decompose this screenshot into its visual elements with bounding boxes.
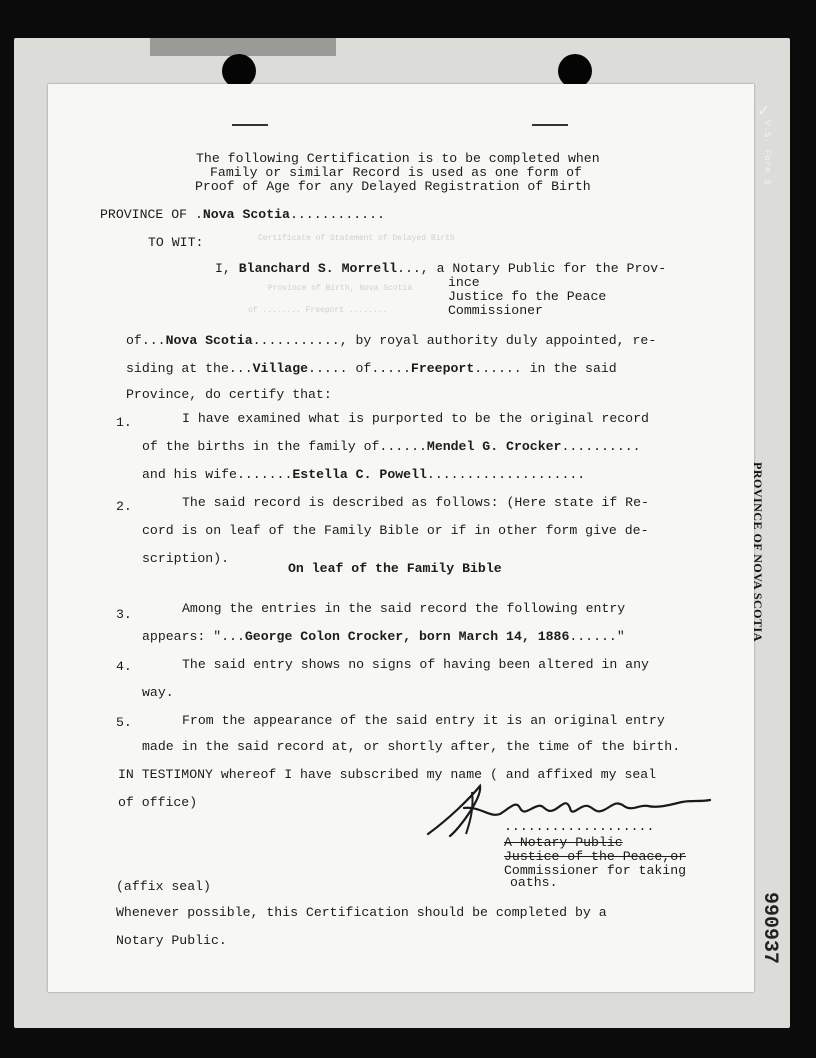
form-label: V.S. Form 3 [762, 120, 772, 185]
record-description: On leaf of the Family Bible [288, 561, 502, 576]
mother-name: Estella C. Powell [292, 467, 427, 482]
residing-place: Freeport [410, 361, 475, 376]
province-value: Nova Scotia [202, 207, 290, 222]
of-line: of...Nova Scotia..........., by royal authority duly appointed, re- [126, 333, 657, 348]
item-2-line-2: cord is on leaf of the Family Bible or if in other form give de- [142, 523, 649, 538]
title-notary-public: A Notary Public [504, 835, 623, 850]
testimony-line-1: IN TESTIMONY whereof I have subscribed my name ( and affixed my seal [118, 767, 657, 782]
notary-line-4: Commissioner [448, 303, 543, 318]
certify-line: Province, do certify that: [126, 387, 332, 402]
item-1-line-3: and his wife.......Estella C. Powell.................... [142, 467, 586, 482]
item-4-line-1: The said entry shows no signs of having been altered in any [182, 657, 649, 672]
birth-entry: George Colon Crocker, born March 14, 1886 [244, 629, 570, 644]
notary-suffix: , a Notary Public for the Prov- [420, 261, 667, 276]
province-stamp: PROVINCE OF NOVA SCOTIA [751, 462, 765, 642]
notary-name: Blanchard S. Morrell [238, 261, 398, 276]
notary-line: I, Blanchard S. Morrell..., a Notary Public for the Prov- [215, 261, 667, 276]
footer-line-1: Whenever possible, this Certification should be completed by a [116, 905, 607, 920]
item-number-1: 1. [116, 415, 132, 430]
header-line-1: The following Certification is to be completed when [196, 151, 600, 166]
tape-strip [150, 38, 336, 56]
header-line-2: Family or similar Record is used as one form of [210, 165, 582, 180]
title-oaths: oaths. [510, 875, 558, 890]
affix-seal: (affix seal) [116, 879, 211, 894]
item-number-3: 3. [116, 607, 132, 622]
item-number-4: 4. [116, 659, 132, 674]
province-line: PROVINCE OF .Nova Scotia............ [100, 207, 385, 222]
check-mark-icon: ✓ [758, 102, 769, 122]
testimony-line-2: of office) [118, 795, 198, 810]
item-5-line-1: From the appearance of the said entry it is an original entry [182, 713, 665, 728]
header-dash-left [232, 124, 268, 126]
title-justice: Justice of the Peace,or [504, 849, 687, 864]
punch-hole-left [222, 54, 256, 88]
of-place: Nova Scotia [165, 333, 253, 348]
item-1-line-2: of the births in the family of......Mendel G. Crocker.......... [142, 439, 641, 454]
signature-icon [420, 778, 720, 842]
title-commissioner: Commissioner for taking [504, 863, 687, 878]
notary-line-3: Justice fo the Peace [448, 289, 607, 304]
residing-line: siding at the...Village..... of.....Freeport...... in the said [126, 361, 617, 376]
header-dash-right [532, 124, 568, 126]
footer-line-2: Notary Public. [116, 933, 227, 948]
item-5-line-2: made in the said record at, or shortly after, the time of the birth. [142, 739, 681, 754]
item-2-line-1: The said record is described as follows: (Here state if Re- [182, 495, 649, 510]
notary-line-2: ince [448, 275, 480, 290]
residing-type: Village [252, 361, 309, 376]
item-1-line-1: I have examined what is purported to be the original record [182, 411, 649, 426]
item-number-5: 5. [116, 715, 132, 730]
item-3-line-2: appears: "...George Colon Crocker, born March 14, 1886......" [142, 629, 625, 644]
to-wit: TO WIT: [148, 235, 204, 250]
father-name: Mendel G. Crocker [426, 439, 562, 454]
item-number-2: 2. [116, 499, 132, 514]
header-line-3: Proof of Age for any Delayed Registration of Birth [195, 179, 591, 194]
certificate-page: Certificate of Statement of Delayed Birth Province of Birth, Nova Scotia of ........ Freeport ........ The following Certification is to be completed when Family or similar Record is used as one form of Proof of Age for any Delayed Registration of Birth PROVINCE OF .Nova Scotia............ TO WIT: I, Blanchard S. Morrell..., a Notary Public for the Prov- ince Justice fo the Peace Commissioner of...Nova Scotia..........., by royal authority duly appointed, re- siding at the...Village..... of.....Freeport...... in the said Province, do certify that: 1. I have examined what is purported to be the original record of the births in the family of......Mendel G. Crocker.......... and his wife.......Estella C. Powell.................... 2. The said record is described as follows: (Here state if Re- cord is on leaf of the Family Bible or if in other form give de- scription). On leaf of the Family Bible 3. Among the entries in the said record the following entry appears: "...George Colon Crocker, born March 14, 1886......" 4. The said entry shows no signs of having been altered in any way. 5. From the appearance of the said entry it is an original entry made in the said record at, or shortly after, the time of the birth. IN TESTIMONY whereof I have subscribed my name ( and affixed my seal of office) ................... A Notary Public Justice of the Peace,or Commissioner for taking oaths. (affix seal) Whenever possible, this Certification should be completed by a Notary Public. [48, 84, 754, 992]
item-2-line-3: scription). [142, 551, 230, 566]
punch-hole-right [558, 54, 592, 88]
province-label: PROVINCE OF [100, 207, 195, 222]
document-number: 990937 [758, 892, 781, 965]
signature-dots: ................... [504, 819, 655, 834]
item-4-line-2: way. [142, 685, 174, 700]
notary-prefix: I, [215, 261, 239, 276]
item-3-line-1: Among the entries in the said record the following entry [182, 601, 626, 616]
